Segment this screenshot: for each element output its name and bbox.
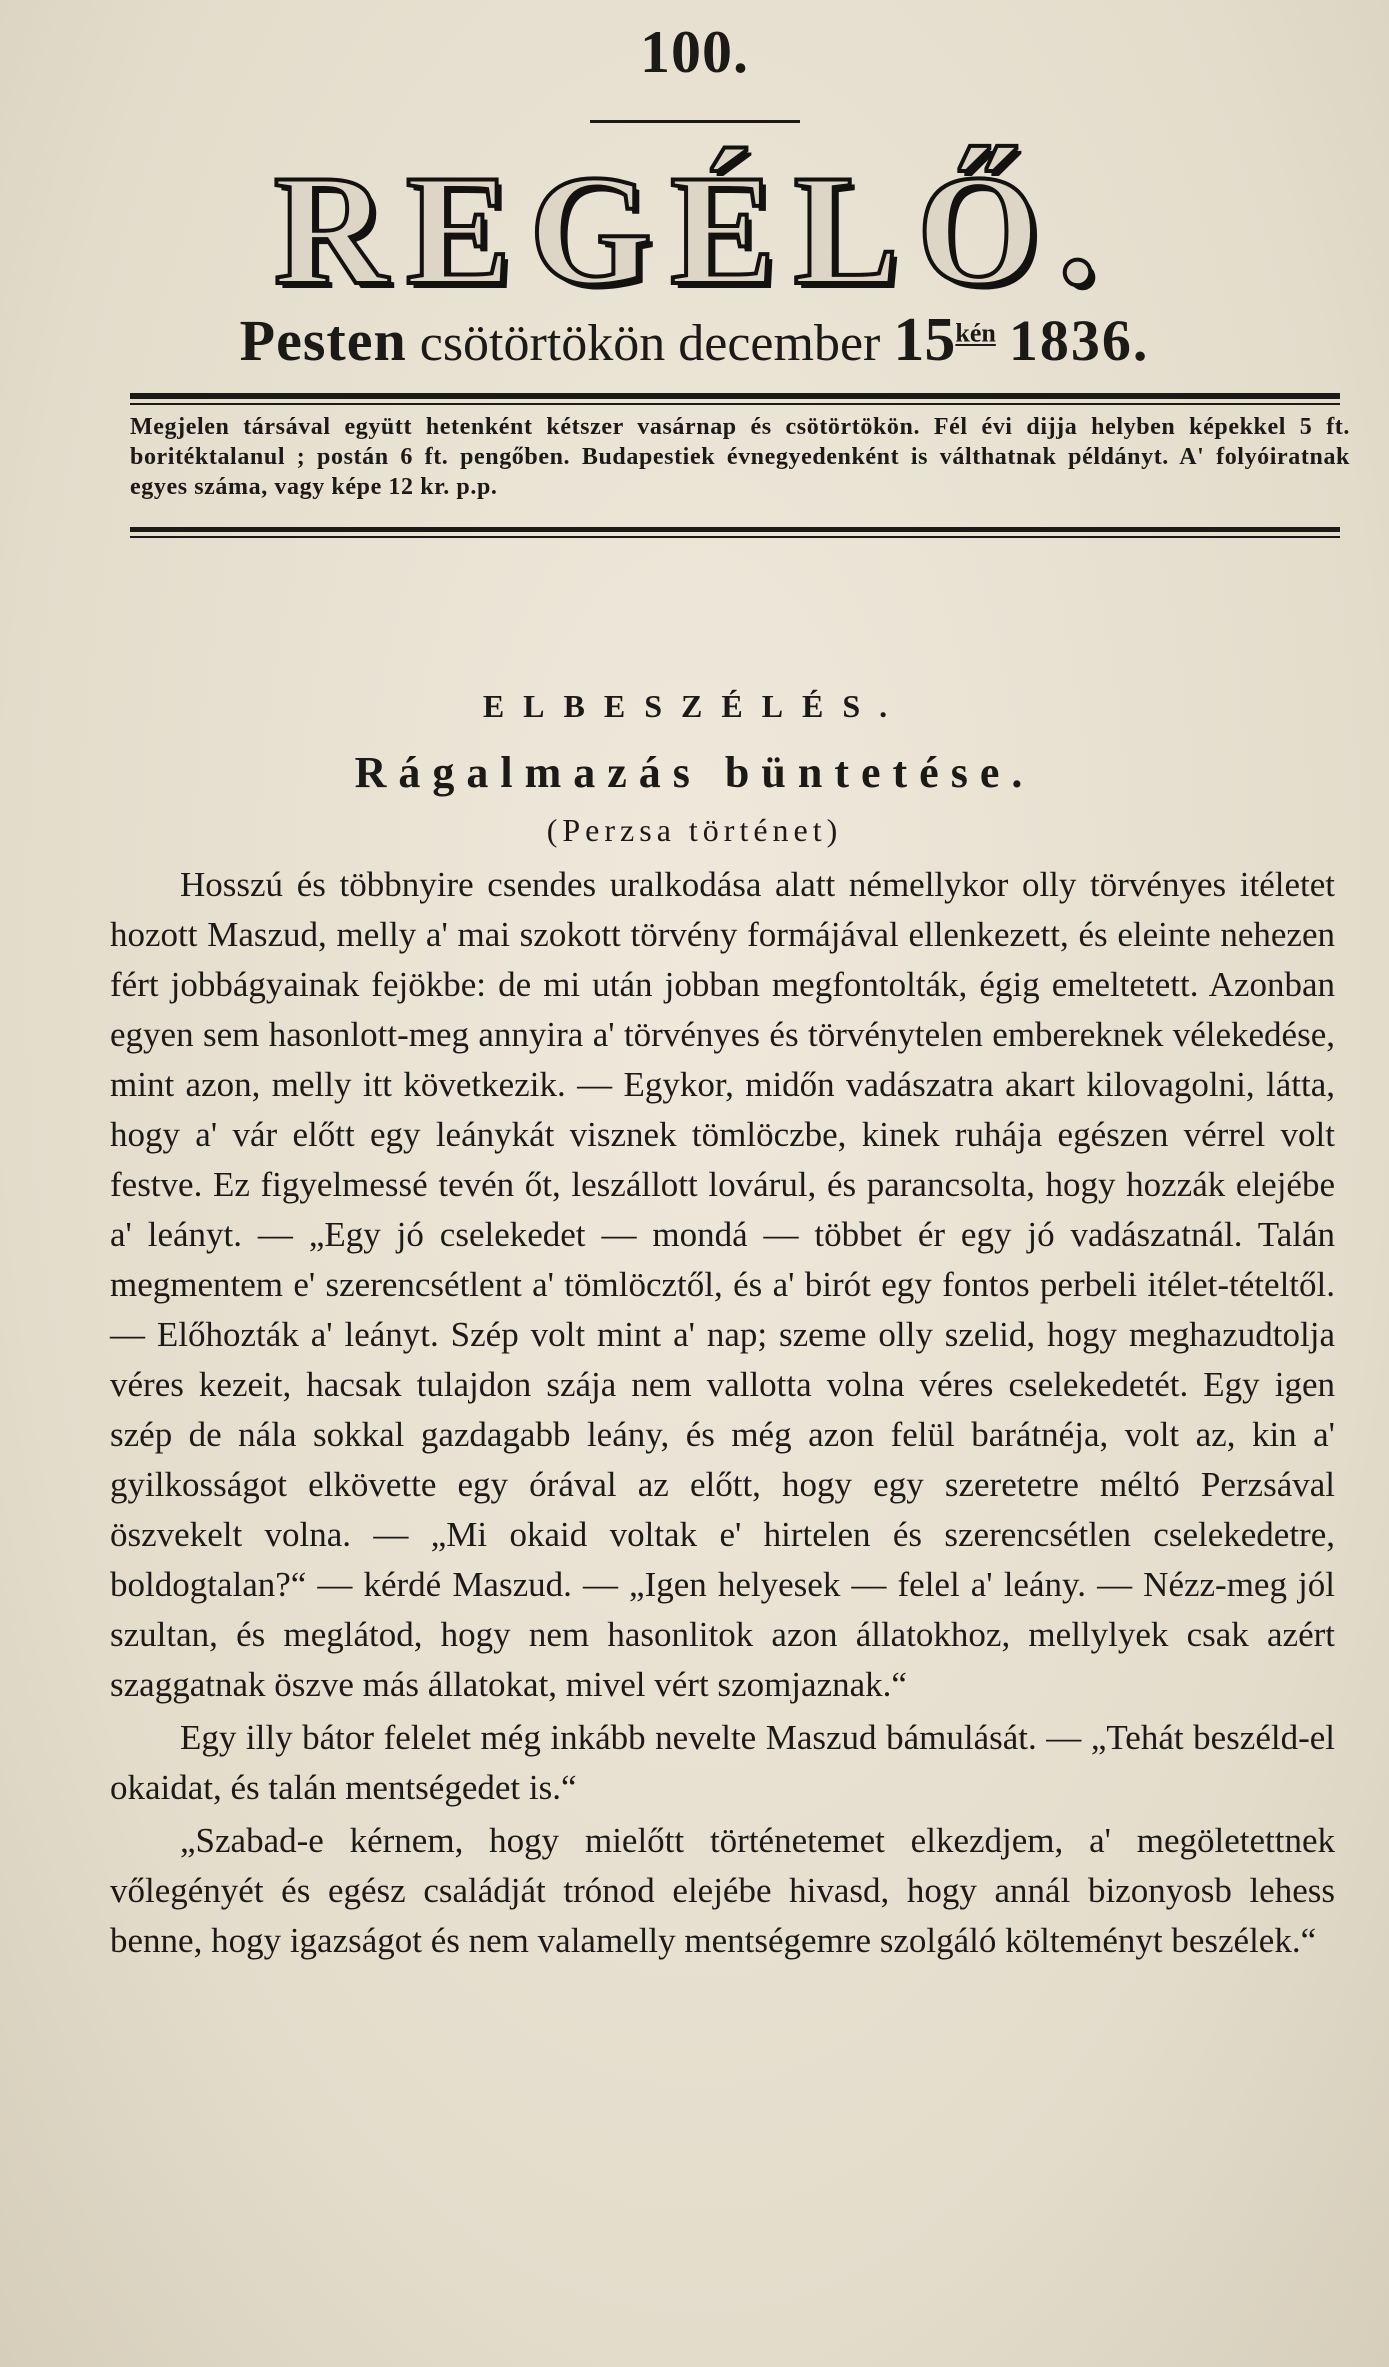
issue-number: 100. xyxy=(640,19,749,85)
header-rule-thick xyxy=(130,393,1340,399)
dateline xyxy=(0,305,1389,376)
header-rule-thin xyxy=(130,403,1340,405)
article-title: Rágalmazás büntetése. xyxy=(354,748,1035,797)
article-body xyxy=(110,860,1335,1969)
dateline-day: 15 xyxy=(893,306,956,374)
dateline-year: 1836. xyxy=(1008,308,1150,373)
article-paragraph: „Szabad-e kérnem, hogy mielőtt történetemet elkezdjem, a' megöletettnek vőlegényét és egész családját trónod elejébe hivasd, hogy annál bizonyosb lehess benne, hogy igazságot és nem valamelly mentségemre szolgáló költeményt beszélek.“ xyxy=(110,1821,1335,1960)
issue-rule xyxy=(590,120,800,123)
subscription-notice: Megjelen társával együtt hetenként kétszer vasárnap és csötörtökön. Fél évi dijja helyben képekkel 5 ft. boritéktalanul ; postán 6 ft. pengőben. Budapestiek évnegyedenként is válthatnak példányt. A' folyóiratnak egyes száma, vagy képe 12 kr. p.p. xyxy=(130,414,1350,500)
notice-rule-thick xyxy=(130,527,1340,532)
section-heading: ELBESZÉLÉS. xyxy=(482,688,907,724)
dateline-city: Pesten xyxy=(239,308,407,373)
article-subtitle: (Perzsa történet) xyxy=(546,812,843,848)
masthead-title: REGÉLŐ. xyxy=(273,143,1116,318)
dateline-day-suffix: kén xyxy=(955,318,996,348)
notice-rule-thin xyxy=(130,536,1340,538)
dateline-weekday-month: csötörtökön december xyxy=(419,315,881,372)
article-paragraph: Hosszú és többnyire csendes uralkodása alatt némellykor olly törvényes itéletet hozott Maszud, melly a' mai szokott törvény formájával ellenkezett, és eleinte nehezen fért jobbágyainak fejökbe: de mi után jobban megfontolták, égig emeltetett. Azonban egyen sem hasonlott-meg annyira a' törvényes és törvénytelen embereknek vélekedése, mint azon, melly itt következik. — Egykor, midőn vadászatra akart kilovagolni, látta, hogy a' vár előtt egy leánykát visznek tömlöczbe, kinek ruhája egészen vérrel volt festve. Ez figyelmessé tevén őt, leszállott lovárul, és parancsolta, hogy hozzák elejébe a' leányt. — „Egy jó cselekedet — mondá — többet ér egy jó vadászatnál. Talán megmentem e' szerencsétlent a' tömlöcztől, és a' birót egy fontos perbeli itélet-tételtől. — Előhozták a' leányt. Szép volt mint a' nap; szeme olly szelid, hogy meghazudtolja véres kezeit, hacsak tulajdon szája nem vallotta volna véres cselekedetét. Egy igen szép de nála sokkal gazdagabb leány, és még azon felül barátnéja, volt az, kin a' gyilkosságot elkövette egy órával az előtt, hogy egy szeretetre méltó Perzsával öszvekelt volna. — „Mi okaid voltak e' hirtelen és szerencsétlen cselekedetre, boldogtalan?“ — kérdé Maszud. — „Igen helyesek — felel a' leány. — Nézz-meg jól szultan, és meglátod, hogy nem hasonlitok azon állatokhoz, mellylyek csak azért szaggatnak öszve más állatokat, mivel vért szomjaznak.“ xyxy=(110,865,1335,1704)
article-paragraph: Egy illy bátor felelet még inkább nevelte Maszud bámulását. — „Tehát beszéld-el okaidat, és talán mentségedet is.“ xyxy=(110,1718,1335,1807)
